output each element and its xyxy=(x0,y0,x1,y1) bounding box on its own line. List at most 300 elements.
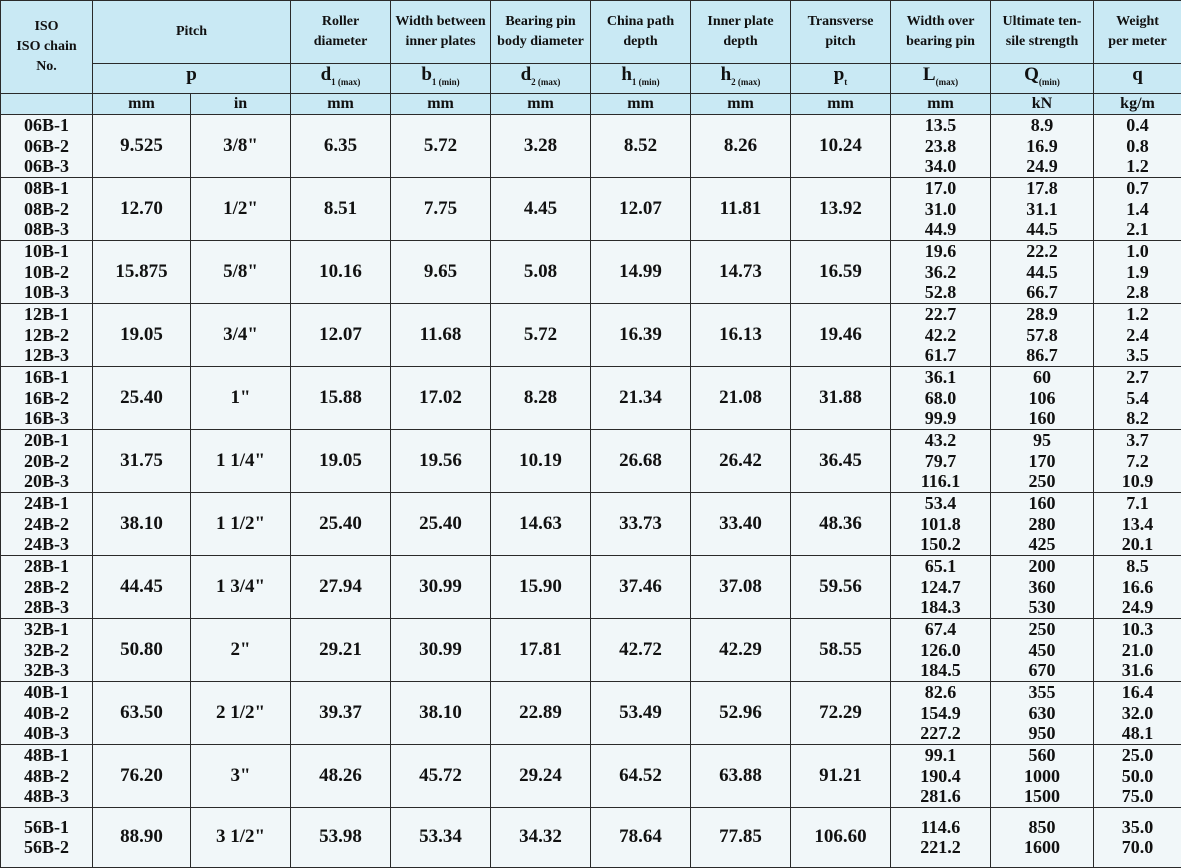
tensile-cell-line: 670 xyxy=(991,660,1093,681)
unit-d2: mm xyxy=(491,93,591,114)
table-row xyxy=(1,744,1181,807)
symbol-h2: $h_{2 (max)}$ xyxy=(691,64,791,94)
weight-cell-line: 1.0 xyxy=(1094,241,1181,262)
bearing-pin-cell: 8.28 xyxy=(491,366,591,429)
unit-Q: kN xyxy=(991,93,1094,114)
tensile-cell-line: 160 xyxy=(991,408,1093,429)
pitch-in-cell: 1" xyxy=(191,366,291,429)
table-row xyxy=(1,555,1181,618)
weight-cell xyxy=(1094,807,1181,867)
tensile-cell-line: 86.7 xyxy=(991,345,1093,366)
tensile-cell xyxy=(991,807,1094,867)
tensile-cell-line: 250 xyxy=(991,619,1093,640)
chain-model-cell xyxy=(1,303,93,366)
weight-cell-line: 75.0 xyxy=(1094,786,1181,807)
tensile-cell-line: 170 xyxy=(991,451,1093,472)
width-over-cell-line: 150.2 xyxy=(891,534,990,555)
width-over-cell-line: 43.2 xyxy=(891,430,990,451)
tensile-cell-line: 280 xyxy=(991,514,1093,535)
header-width-over xyxy=(891,1,991,64)
chain-model-cell-line: 24B-2 xyxy=(1,514,92,535)
weight-cell-line: 50.0 xyxy=(1094,766,1181,787)
transverse-cell: 16.59 xyxy=(791,240,891,303)
symbol-d1: $d_{1 (max)}$ xyxy=(291,64,391,94)
width-over-cell-line: 227.2 xyxy=(891,723,990,744)
chain-model-cell-line: 10B-2 xyxy=(1,262,92,283)
width-over-cell-line: 13.5 xyxy=(891,115,990,136)
table-row xyxy=(1,807,1181,867)
width-over-cell-line: 99.9 xyxy=(891,408,990,429)
width-inner-cell: 5.72 xyxy=(391,114,491,177)
transverse-cell: 19.46 xyxy=(791,303,891,366)
width-over-cell-line: 101.8 xyxy=(891,514,990,535)
weight-cell-line: 2.8 xyxy=(1094,282,1181,303)
weight-cell xyxy=(1094,681,1181,744)
tensile-cell xyxy=(991,492,1094,555)
header-roller-label: Roller diameter xyxy=(291,12,390,52)
weight-cell-line: 2.7 xyxy=(1094,367,1181,388)
tensile-cell xyxy=(991,177,1094,240)
tensile-cell xyxy=(991,618,1094,681)
chain-model-cell-line: 06B-2 xyxy=(1,136,92,157)
china-path-cell: 26.68 xyxy=(591,429,691,492)
pitch-mm-cell: 15.875 xyxy=(93,240,191,303)
width-over-cell-line: 184.3 xyxy=(891,597,990,618)
roller-diameter-cell: 48.26 xyxy=(291,744,391,807)
width-over-cell xyxy=(891,807,991,867)
symbol-L: $L_{(max)}$ xyxy=(891,64,991,94)
pitch-in-cell: 5/8" xyxy=(191,240,291,303)
china-path-cell: 33.73 xyxy=(591,492,691,555)
header-width-over-label: Width over bearing pin xyxy=(891,12,990,52)
transverse-cell: 91.21 xyxy=(791,744,891,807)
tensile-cell-line: 530 xyxy=(991,597,1093,618)
weight-cell-line: 16.6 xyxy=(1094,577,1181,598)
width-inner-cell: 30.99 xyxy=(391,618,491,681)
tensile-cell-line: 1000 xyxy=(991,766,1093,787)
width-over-cell xyxy=(891,429,991,492)
weight-cell-line: 1.9 xyxy=(1094,262,1181,283)
china-path-cell: 14.99 xyxy=(591,240,691,303)
transverse-cell: 58.55 xyxy=(791,618,891,681)
chain-model-cell-line: 12B-3 xyxy=(1,345,92,366)
inner-plate-cell: 33.40 xyxy=(691,492,791,555)
weight-cell xyxy=(1094,618,1181,681)
tensile-cell-line: 950 xyxy=(991,723,1093,744)
bearing-pin-cell: 22.89 xyxy=(491,681,591,744)
weight-cell xyxy=(1094,429,1181,492)
chain-model-cell-line: 10B-1 xyxy=(1,241,92,262)
tensile-cell-line: 66.7 xyxy=(991,282,1093,303)
weight-cell-line: 1.2 xyxy=(1094,156,1181,177)
header-weight-label: Weight per meter xyxy=(1094,12,1181,52)
unit-q: kg/m xyxy=(1094,93,1181,114)
pitch-mm-cell: 9.525 xyxy=(93,114,191,177)
chain-model-cell-line: 06B-3 xyxy=(1,156,92,177)
inner-plate-cell: 52.96 xyxy=(691,681,791,744)
header-inner-plate-label: Inner plate depth xyxy=(691,12,790,52)
weight-cell-line: 21.0 xyxy=(1094,640,1181,661)
pitch-mm-cell: 76.20 xyxy=(93,744,191,807)
tensile-cell-line: 60 xyxy=(991,367,1093,388)
tensile-cell-line: 200 xyxy=(991,556,1093,577)
width-inner-cell: 25.40 xyxy=(391,492,491,555)
tensile-cell xyxy=(991,303,1094,366)
pitch-mm-cell: 25.40 xyxy=(93,366,191,429)
weight-cell xyxy=(1094,492,1181,555)
chain-model-cell-line: 40B-3 xyxy=(1,723,92,744)
transverse-cell: 31.88 xyxy=(791,366,891,429)
inner-plate-cell: 26.42 xyxy=(691,429,791,492)
pitch-mm-cell: 50.80 xyxy=(93,618,191,681)
tensile-cell-line: 450 xyxy=(991,640,1093,661)
width-over-cell-line: 68.0 xyxy=(891,388,990,409)
width-over-cell xyxy=(891,555,991,618)
tensile-cell-line: 250 xyxy=(991,471,1093,492)
header-tensile-label: Ultimate ten- sile strength xyxy=(991,12,1093,52)
chain-model-cell-line: 48B-3 xyxy=(1,786,92,807)
weight-cell-line: 48.1 xyxy=(1094,723,1181,744)
tensile-cell-line: 360 xyxy=(991,577,1093,598)
chain-model-cell-line: 10B-3 xyxy=(1,282,92,303)
symbol-pt: $p_t$ xyxy=(791,64,891,94)
width-over-cell-line: 31.0 xyxy=(891,199,990,220)
unit-blank xyxy=(1,93,93,114)
pitch-in-cell: 3/4" xyxy=(191,303,291,366)
width-over-cell-line: 34.0 xyxy=(891,156,990,177)
weight-cell-line: 0.7 xyxy=(1094,178,1181,199)
weight-cell-line: 5.4 xyxy=(1094,388,1181,409)
pitch-in-cell: 1 1/4" xyxy=(191,429,291,492)
china-path-cell: 37.46 xyxy=(591,555,691,618)
transverse-cell: 36.45 xyxy=(791,429,891,492)
chain-model-cell-line: 56B-2 xyxy=(1,837,92,858)
china-path-cell: 16.39 xyxy=(591,303,691,366)
inner-plate-cell: 42.29 xyxy=(691,618,791,681)
roller-diameter-cell: 29.21 xyxy=(291,618,391,681)
chain-model-cell xyxy=(1,744,93,807)
width-inner-cell: 9.65 xyxy=(391,240,491,303)
tensile-cell-line: 630 xyxy=(991,703,1093,724)
weight-cell xyxy=(1094,303,1181,366)
pitch-in-cell: 2 1/2" xyxy=(191,681,291,744)
pitch-mm-cell: 38.10 xyxy=(93,492,191,555)
chain-model-cell xyxy=(1,240,93,303)
header-inner-plate xyxy=(691,1,791,64)
unit-h2: mm xyxy=(691,93,791,114)
chain-model-cell-line: 32B-1 xyxy=(1,619,92,640)
chain-model-cell-line: 32B-3 xyxy=(1,660,92,681)
width-over-cell xyxy=(891,744,991,807)
width-over-cell xyxy=(891,303,991,366)
width-over-cell-line: 124.7 xyxy=(891,577,990,598)
unit-pitch-in: in xyxy=(191,93,291,114)
tensile-cell-line: 24.9 xyxy=(991,156,1093,177)
unit-pt: mm xyxy=(791,93,891,114)
tensile-cell xyxy=(991,555,1094,618)
inner-plate-cell: 11.81 xyxy=(691,177,791,240)
width-over-cell-line: 36.1 xyxy=(891,367,990,388)
width-over-cell-line: 154.9 xyxy=(891,703,990,724)
table-body xyxy=(1,114,1181,867)
table-row xyxy=(1,366,1181,429)
weight-cell xyxy=(1094,744,1181,807)
pitch-mm-cell: 44.45 xyxy=(93,555,191,618)
transverse-cell: 59.56 xyxy=(791,555,891,618)
chain-model-cell-line: 20B-3 xyxy=(1,471,92,492)
width-over-cell-line: 67.4 xyxy=(891,619,990,640)
weight-cell-line: 25.0 xyxy=(1094,745,1181,766)
table-row xyxy=(1,303,1181,366)
weight-cell-line: 3.5 xyxy=(1094,345,1181,366)
width-over-cell-line: 17.0 xyxy=(891,178,990,199)
tensile-cell-line: 8.9 xyxy=(991,115,1093,136)
table-row xyxy=(1,492,1181,555)
transverse-cell: 48.36 xyxy=(791,492,891,555)
pitch-mm-cell: 19.05 xyxy=(93,303,191,366)
weight-cell-line: 20.1 xyxy=(1094,534,1181,555)
china-path-cell: 78.64 xyxy=(591,807,691,867)
width-over-cell-line: 65.1 xyxy=(891,556,990,577)
weight-cell-line: 0.8 xyxy=(1094,136,1181,157)
tensile-cell xyxy=(991,114,1094,177)
inner-plate-cell: 37.08 xyxy=(691,555,791,618)
header-china-path xyxy=(591,1,691,64)
transverse-cell: 13.92 xyxy=(791,177,891,240)
header-roller-diameter xyxy=(291,1,391,64)
weight-cell-line: 32.0 xyxy=(1094,703,1181,724)
width-over-cell-line: 61.7 xyxy=(891,345,990,366)
header-iso-text: ISO ISO chain No. xyxy=(1,17,92,77)
width-over-cell xyxy=(891,492,991,555)
chain-model-cell xyxy=(1,555,93,618)
pitch-in-cell: 3" xyxy=(191,744,291,807)
chain-model-cell-line: 56B-1 xyxy=(1,817,92,838)
pitch-in-cell: 1 3/4" xyxy=(191,555,291,618)
chain-model-cell xyxy=(1,618,93,681)
chain-model-cell-line: 20B-1 xyxy=(1,430,92,451)
width-over-cell-line: 19.6 xyxy=(891,241,990,262)
chain-model-cell-line: 16B-3 xyxy=(1,408,92,429)
weight-cell-line: 1.4 xyxy=(1094,199,1181,220)
width-over-cell xyxy=(891,114,991,177)
header-china-path-label: China path depth xyxy=(591,12,690,52)
tensile-cell-line: 160 xyxy=(991,493,1093,514)
table-row xyxy=(1,681,1181,744)
width-inner-cell: 45.72 xyxy=(391,744,491,807)
pitch-mm-cell: 31.75 xyxy=(93,429,191,492)
bearing-pin-cell: 5.08 xyxy=(491,240,591,303)
table-row xyxy=(1,618,1181,681)
tensile-cell-line: 850 xyxy=(991,817,1093,838)
width-over-cell-line: 79.7 xyxy=(891,451,990,472)
tensile-cell-line: 17.8 xyxy=(991,178,1093,199)
tensile-cell-line: 1500 xyxy=(991,786,1093,807)
tensile-cell-line: 95 xyxy=(991,430,1093,451)
roller-diameter-cell: 53.98 xyxy=(291,807,391,867)
weight-cell-line: 31.6 xyxy=(1094,660,1181,681)
width-over-cell-line: 190.4 xyxy=(891,766,990,787)
width-inner-cell: 17.02 xyxy=(391,366,491,429)
weight-cell-line: 10.9 xyxy=(1094,471,1181,492)
header-width-inner-label: Width between inner plates xyxy=(391,12,490,52)
transverse-cell: 106.60 xyxy=(791,807,891,867)
chain-model-cell-line: 48B-2 xyxy=(1,766,92,787)
tensile-cell-line: 57.8 xyxy=(991,325,1093,346)
china-path-cell: 42.72 xyxy=(591,618,691,681)
tensile-cell-line: 16.9 xyxy=(991,136,1093,157)
tensile-cell xyxy=(991,366,1094,429)
table-row xyxy=(1,429,1181,492)
transverse-cell: 72.29 xyxy=(791,681,891,744)
china-path-cell: 12.07 xyxy=(591,177,691,240)
width-over-cell-line: 126.0 xyxy=(891,640,990,661)
roller-diameter-cell: 27.94 xyxy=(291,555,391,618)
unit-L: mm xyxy=(891,93,991,114)
table-row xyxy=(1,177,1181,240)
china-path-cell: 53.49 xyxy=(591,681,691,744)
roller-diameter-cell: 6.35 xyxy=(291,114,391,177)
tensile-cell-line: 28.9 xyxy=(991,304,1093,325)
width-over-cell-line: 23.8 xyxy=(891,136,990,157)
chain-model-cell-line: 28B-1 xyxy=(1,556,92,577)
width-over-cell-line: 52.8 xyxy=(891,282,990,303)
width-over-cell xyxy=(891,177,991,240)
chain-model-cell-line: 40B-2 xyxy=(1,703,92,724)
weight-cell-line: 35.0 xyxy=(1094,817,1181,838)
width-over-cell-line: 42.2 xyxy=(891,325,990,346)
header-pitch-label: Pitch xyxy=(176,24,207,39)
tensile-cell-line: 22.2 xyxy=(991,241,1093,262)
header-iso-chain-no xyxy=(1,1,93,94)
width-inner-cell: 53.34 xyxy=(391,807,491,867)
bearing-pin-cell: 3.28 xyxy=(491,114,591,177)
weight-cell-line: 16.4 xyxy=(1094,682,1181,703)
table-row xyxy=(1,114,1181,177)
chain-model-cell-line: 16B-1 xyxy=(1,367,92,388)
header-transverse xyxy=(791,1,891,64)
symbol-Q: $Q_{(min)}$ xyxy=(991,64,1094,94)
chain-model-cell-line: 24B-1 xyxy=(1,493,92,514)
width-inner-cell: 11.68 xyxy=(391,303,491,366)
symbol-h1: $h_{1 (min)}$ xyxy=(591,64,691,94)
header-transverse-label: Transverse pitch xyxy=(791,12,890,52)
symbol-p: p xyxy=(93,64,291,94)
inner-plate-cell: 14.73 xyxy=(691,240,791,303)
chain-model-cell xyxy=(1,429,93,492)
roller-diameter-cell: 39.37 xyxy=(291,681,391,744)
chain-model-cell-line: 12B-1 xyxy=(1,304,92,325)
weight-cell-line: 7.2 xyxy=(1094,451,1181,472)
chain-model-cell xyxy=(1,177,93,240)
tensile-cell-line: 44.5 xyxy=(991,219,1093,240)
weight-cell-line: 0.4 xyxy=(1094,115,1181,136)
tensile-cell-line: 31.1 xyxy=(991,199,1093,220)
pitch-in-cell: 1 1/2" xyxy=(191,492,291,555)
width-over-cell-line: 82.6 xyxy=(891,682,990,703)
width-over-cell-line: 22.7 xyxy=(891,304,990,325)
tensile-cell-line: 355 xyxy=(991,682,1093,703)
width-over-cell-line: 99.1 xyxy=(891,745,990,766)
width-over-cell-line: 53.4 xyxy=(891,493,990,514)
weight-cell xyxy=(1094,366,1181,429)
width-over-cell-line: 184.5 xyxy=(891,660,990,681)
tensile-cell-line: 560 xyxy=(991,745,1093,766)
inner-plate-cell: 16.13 xyxy=(691,303,791,366)
roller-diameter-cell: 12.07 xyxy=(291,303,391,366)
symbol-b1: $b_{1 (min)}$ xyxy=(391,64,491,94)
weight-cell-line: 8.2 xyxy=(1094,408,1181,429)
width-over-cell xyxy=(891,240,991,303)
tensile-cell xyxy=(991,240,1094,303)
width-over-cell-line: 44.9 xyxy=(891,219,990,240)
table-row xyxy=(1,240,1181,303)
width-over-cell xyxy=(891,618,991,681)
width-over-cell-line: 281.6 xyxy=(891,786,990,807)
weight-cell-line: 24.9 xyxy=(1094,597,1181,618)
width-over-cell xyxy=(891,681,991,744)
tensile-cell-line: 1600 xyxy=(991,837,1093,858)
width-inner-cell: 7.75 xyxy=(391,177,491,240)
width-inner-cell: 19.56 xyxy=(391,429,491,492)
pitch-in-cell: 1/2" xyxy=(191,177,291,240)
chain-model-cell-line: 24B-3 xyxy=(1,534,92,555)
tensile-cell xyxy=(991,429,1094,492)
inner-plate-cell: 21.08 xyxy=(691,366,791,429)
roller-diameter-cell: 10.16 xyxy=(291,240,391,303)
header-bearing-pin xyxy=(491,1,591,64)
inner-plate-cell: 63.88 xyxy=(691,744,791,807)
unit-h1: mm xyxy=(591,93,691,114)
china-path-cell: 64.52 xyxy=(591,744,691,807)
bearing-pin-cell: 34.32 xyxy=(491,807,591,867)
chain-model-cell-line: 06B-1 xyxy=(1,115,92,136)
chain-model-cell-line: 40B-1 xyxy=(1,682,92,703)
inner-plate-cell: 77.85 xyxy=(691,807,791,867)
symbol-d2: $d_{2 (max)}$ xyxy=(491,64,591,94)
weight-cell-line: 3.7 xyxy=(1094,430,1181,451)
china-path-cell: 21.34 xyxy=(591,366,691,429)
weight-cell-line: 1.2 xyxy=(1094,304,1181,325)
chain-model-cell-line: 08B-1 xyxy=(1,178,92,199)
pitch-mm-cell: 88.90 xyxy=(93,807,191,867)
weight-cell xyxy=(1094,177,1181,240)
pitch-in-cell: 3/8" xyxy=(191,114,291,177)
bearing-pin-cell: 5.72 xyxy=(491,303,591,366)
weight-cell-line: 70.0 xyxy=(1094,837,1181,858)
unit-b1: mm xyxy=(391,93,491,114)
width-inner-cell: 30.99 xyxy=(391,555,491,618)
header-weight xyxy=(1094,1,1181,64)
inner-plate-cell: 8.26 xyxy=(691,114,791,177)
tensile-cell-line: 425 xyxy=(991,534,1093,555)
width-over-cell-line: 221.2 xyxy=(891,837,990,858)
bearing-pin-cell: 17.81 xyxy=(491,618,591,681)
chain-model-cell xyxy=(1,114,93,177)
tensile-cell xyxy=(991,681,1094,744)
header-bearing-pin-label: Bearing pin body diameter xyxy=(491,12,590,52)
chain-model-cell xyxy=(1,366,93,429)
pitch-in-cell: 2" xyxy=(191,618,291,681)
header-tensile xyxy=(991,1,1094,64)
bearing-pin-cell: 10.19 xyxy=(491,429,591,492)
pitch-in-cell: 3 1/2" xyxy=(191,807,291,867)
chain-model-cell-line: 16B-2 xyxy=(1,388,92,409)
transverse-cell: 10.24 xyxy=(791,114,891,177)
width-over-cell xyxy=(891,366,991,429)
width-over-cell-line: 114.6 xyxy=(891,817,990,838)
tensile-cell-line: 44.5 xyxy=(991,262,1093,283)
